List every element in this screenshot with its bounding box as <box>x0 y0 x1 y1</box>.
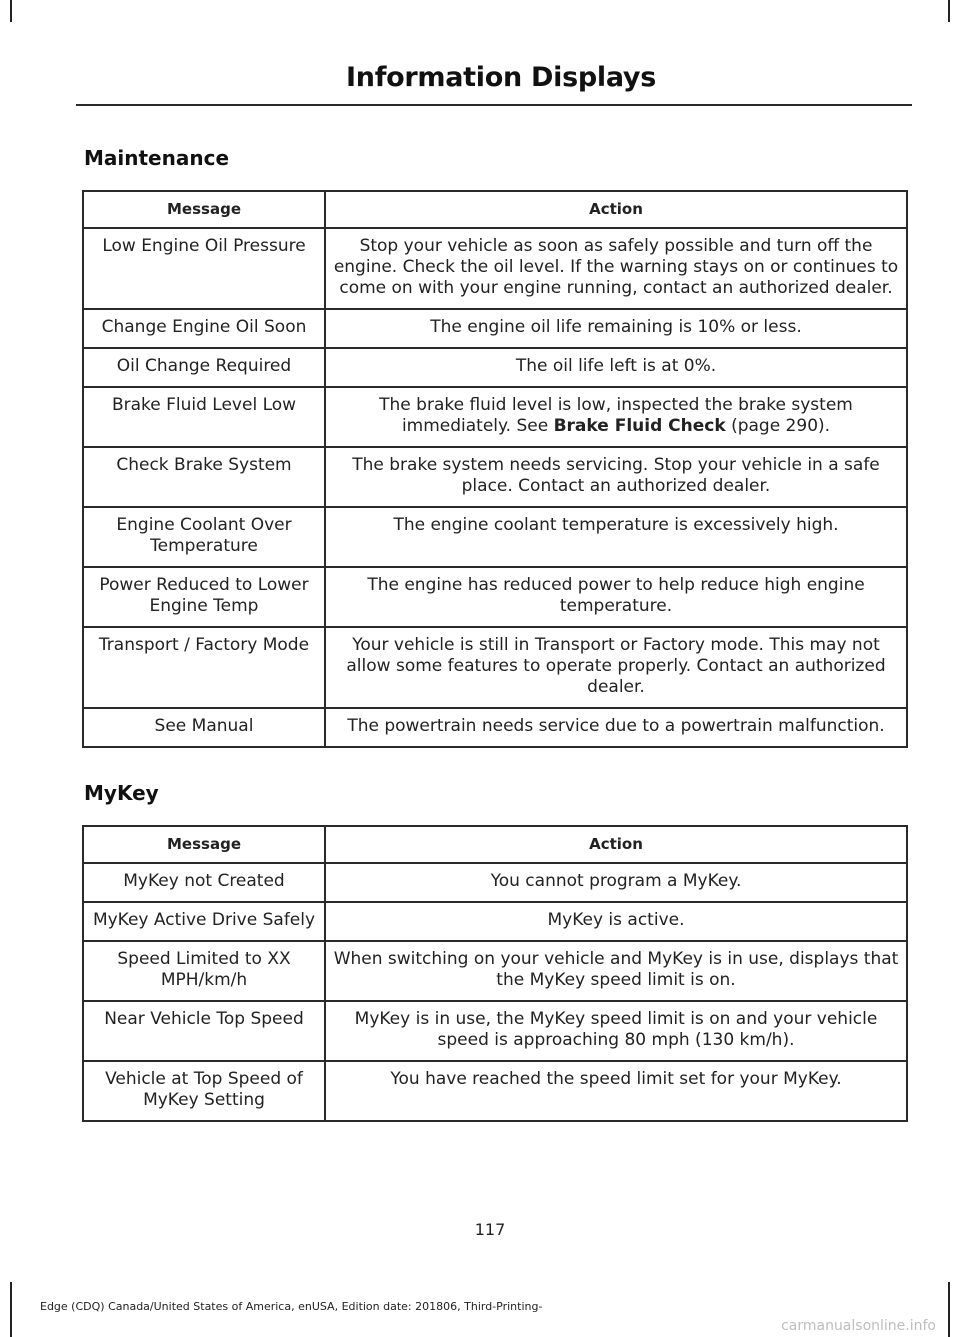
table-row <box>83 863 907 902</box>
message-cell: Brake Fluid Level Low <box>83 387 325 447</box>
header-rule <box>76 104 912 106</box>
table-row <box>83 1061 907 1121</box>
action-cell: You have reached the speed limit set for your MyKey. <box>325 1061 907 1121</box>
action-cell: MyKey is active. <box>325 902 907 941</box>
table-row <box>83 447 907 507</box>
action-cell: The oil life left is at 0%. <box>325 348 907 387</box>
table-row <box>83 507 907 567</box>
crop-mark-bottom-left <box>10 1282 12 1337</box>
action-cell: Stop your vehicle as soon as safely possible and turn off the engine. Check the oil level. If the warning stays on or continues to come on with your engine running, contact an authorized dealer. <box>325 228 907 309</box>
message-cell: See Manual <box>83 708 325 747</box>
message-cell: Vehicle at Top Speed of MyKey Setting <box>83 1061 325 1121</box>
table-row <box>83 567 907 627</box>
table-row <box>83 348 907 387</box>
column-header-action: Action <box>325 191 907 228</box>
table-row <box>83 1001 907 1061</box>
table-row <box>83 941 907 1001</box>
table-header-row <box>83 826 907 863</box>
message-cell: Power Reduced to Lower Engine Temp <box>83 567 325 627</box>
table-row <box>83 387 907 447</box>
message-cell: Check Brake System <box>83 447 325 507</box>
action-cell: The engine coolant temperature is excessively high. <box>325 507 907 567</box>
table-row <box>83 228 907 309</box>
cross-reference-link[interactable]: Brake Fluid Check <box>553 416 726 436</box>
message-cell: Oil Change Required <box>83 348 325 387</box>
column-header-action: Action <box>325 826 907 863</box>
crop-mark-bottom-right <box>948 1282 950 1337</box>
message-cell: Low Engine Oil Pressure <box>83 228 325 309</box>
action-cell: You cannot program a MyKey. <box>325 863 907 902</box>
watermark: carmanualsonline.info <box>781 1318 936 1334</box>
page-number: 117 <box>474 1220 506 1239</box>
mykey-table <box>82 825 908 1122</box>
message-cell: Change Engine Oil Soon <box>83 309 325 348</box>
action-cell <box>325 387 907 447</box>
action-cell: MyKey is in use, the MyKey speed limit is on and your vehicle speed is approaching 80 mph (130 km/h). <box>325 1001 907 1061</box>
message-cell: Transport / Factory Mode <box>83 627 325 708</box>
section-title-mykey: MyKey <box>84 781 159 805</box>
table-row <box>83 627 907 708</box>
action-cell: The brake system needs servicing. Stop your vehicle in a safe place. Contact an authorized dealer. <box>325 447 907 507</box>
column-header-message: Message <box>83 826 325 863</box>
action-cell: The powertrain needs service due to a powertrain malfunction. <box>325 708 907 747</box>
page-reference: (page 290). <box>731 416 831 436</box>
maintenance-table <box>82 190 908 748</box>
action-cell: The engine has reduced power to help reduce high engine temperature. <box>325 567 907 627</box>
table-row <box>83 902 907 941</box>
section-title-maintenance: Maintenance <box>84 146 230 170</box>
action-cell: The engine oil life remaining is 10% or less. <box>325 309 907 348</box>
action-cell: Your vehicle is still in Transport or Factory mode. This may not allow some features to operate properly. Contact an authorized dealer. <box>325 627 907 708</box>
column-header-message: Message <box>83 191 325 228</box>
edition-footer: Edge (CDQ) Canada/United States of America, enUSA, Edition date: 201806, Third-Printing- <box>40 1300 543 1313</box>
message-cell: MyKey Active Drive Safely <box>83 902 325 941</box>
chapter-title: Information Displays <box>346 62 656 93</box>
table-header-row <box>83 191 907 228</box>
message-cell: Engine Coolant Over Temperature <box>83 507 325 567</box>
action-text: The brake fluid level is low, inspected the brake system immediately. See <box>379 395 853 436</box>
message-cell: MyKey not Created <box>83 863 325 902</box>
message-cell: Near Vehicle Top Speed <box>83 1001 325 1061</box>
action-cell: When switching on your vehicle and MyKey is in use, displays that the MyKey speed limit is on. <box>325 941 907 1001</box>
message-cell: Speed Limited to XX MPH/km/h <box>83 941 325 1001</box>
table-row <box>83 708 907 747</box>
crop-mark-top-left <box>10 0 12 22</box>
table-row <box>83 309 907 348</box>
crop-mark-top-right <box>948 0 950 22</box>
